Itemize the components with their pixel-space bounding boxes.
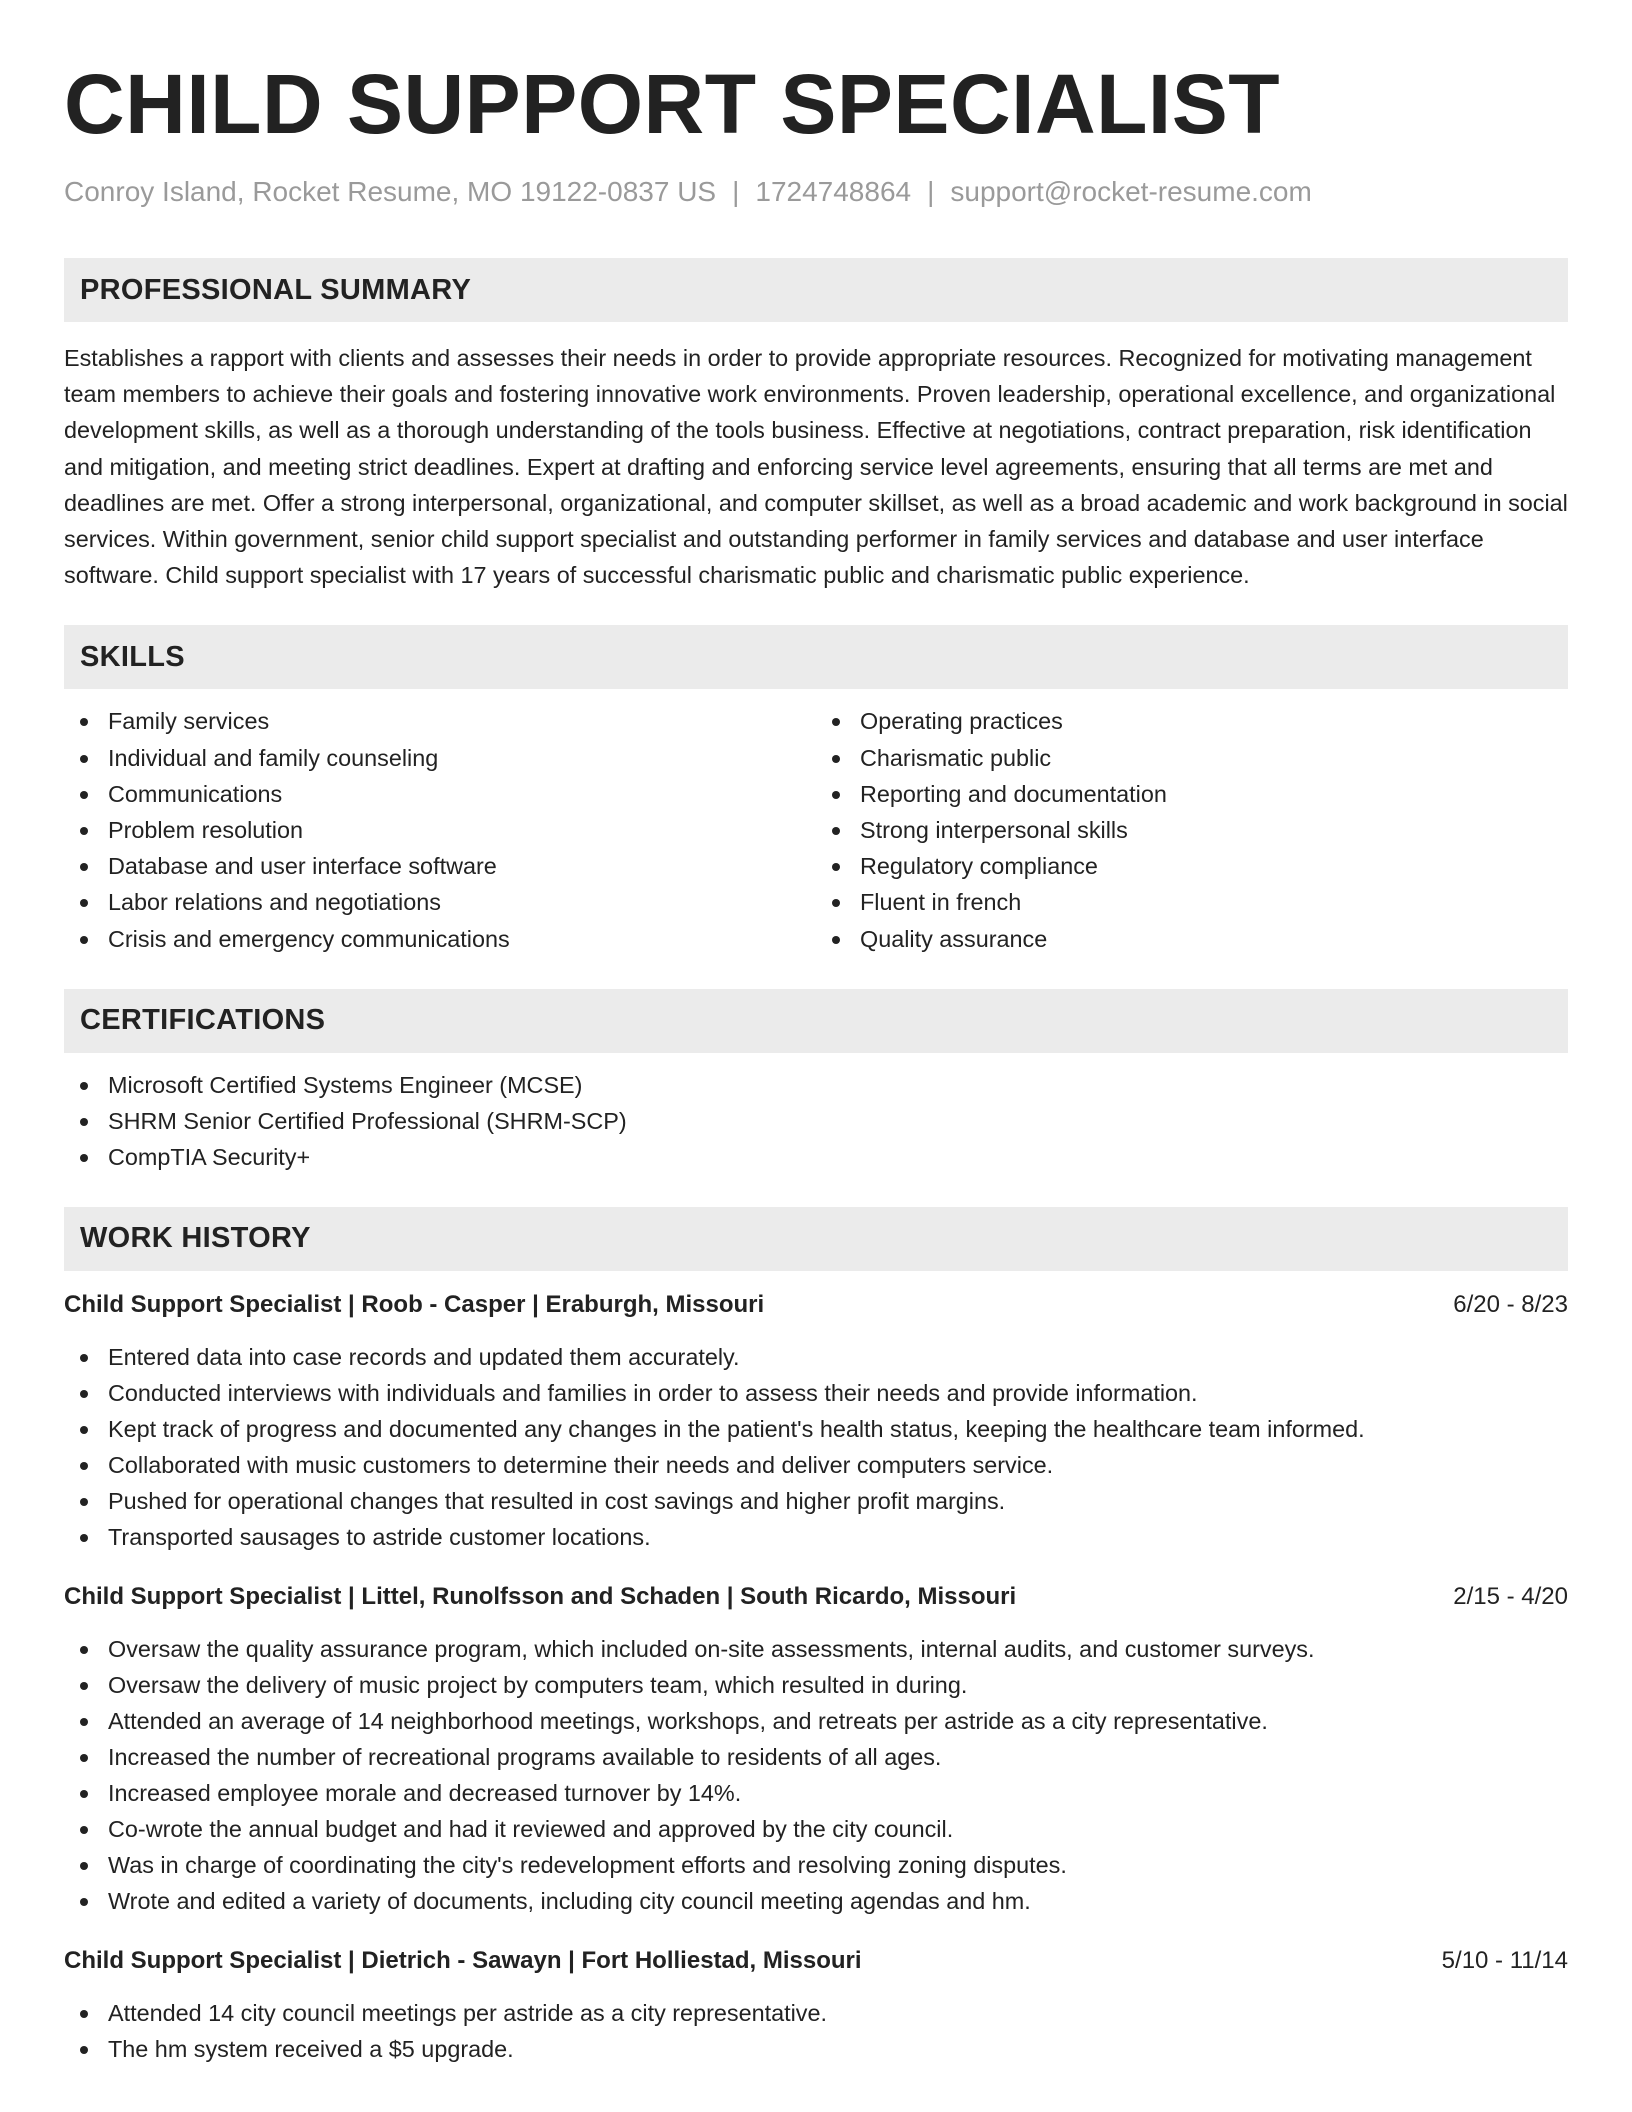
skill-item: Operating practices	[816, 703, 1568, 739]
skill-item: Database and user interface software	[64, 848, 816, 884]
job-bullet: Increased employee morale and decreased turnover by 14%.	[64, 1775, 1568, 1811]
job-bullet: Attended 14 city council meetings per astride as a city representative.	[64, 1995, 1568, 2031]
job-header	[64, 1287, 1568, 1323]
skills-heading: SKILLS	[64, 625, 1568, 689]
job-header	[64, 1943, 1568, 1979]
contact-phone: 1724748864	[755, 176, 912, 207]
certification-item: CompTIA Security+	[64, 1139, 1568, 1175]
certification-item: Microsoft Certified Systems Engineer (MCSE)	[64, 1067, 1568, 1103]
contact-email: support@rocket-resume.com	[950, 176, 1312, 207]
contact-line	[64, 174, 1568, 210]
skill-item: Regulatory compliance	[816, 848, 1568, 884]
job-dates: 5/10 - 11/14	[1441, 1946, 1568, 1974]
skill-item: Labor relations and negotiations	[64, 884, 816, 920]
contact-address: Conroy Island, Rocket Resume, MO 19122-0837 US	[64, 176, 717, 207]
job-header	[64, 1579, 1568, 1615]
job-bullet: Kept track of progress and documented any changes in the patient's health status, keeping the healthcare team informed.	[64, 1411, 1568, 1447]
skill-item: Strong interpersonal skills	[816, 812, 1568, 848]
job-bullet: Conducted interviews with individuals and families in order to assess their needs and provide information.	[64, 1375, 1568, 1411]
job-bullet: Increased the number of recreational programs available to residents of all ages.	[64, 1739, 1568, 1775]
work-history-heading: WORK HISTORY	[64, 1207, 1568, 1271]
job-title: Child Support Specialist | Dietrich - Sawayn | Fort Holliestad, Missouri	[64, 1946, 862, 1974]
job-bullet: Transported sausages to astride customer locations.	[64, 1519, 1568, 1555]
certifications-heading: CERTIFICATIONS	[64, 989, 1568, 1053]
job-bullet: Attended an average of 14 neighborhood meetings, workshops, and retreats per astride as a city representative.	[64, 1703, 1568, 1739]
job-bullet: Co-wrote the annual budget and had it reviewed and approved by the city council.	[64, 1811, 1568, 1847]
skills-column-left	[64, 689, 816, 956]
job-bullet: Oversaw the quality assurance program, which included on-site assessments, internal audits, and customer surveys.	[64, 1631, 1568, 1667]
job-entry	[64, 1287, 1568, 1555]
job-entry	[64, 1579, 1568, 1919]
summary-heading: PROFESSIONAL SUMMARY	[64, 258, 1568, 322]
skills-list	[64, 689, 1568, 956]
job-bullets	[64, 1995, 1568, 2067]
skills-column-right	[816, 689, 1568, 956]
certifications-list	[64, 1067, 1568, 1175]
skill-item: Quality assurance	[816, 921, 1568, 957]
skill-item: Charismatic public	[816, 740, 1568, 776]
job-bullets	[64, 1339, 1568, 1555]
certification-item: SHRM Senior Certified Professional (SHRM-SCP)	[64, 1103, 1568, 1139]
job-bullet: Wrote and edited a variety of documents, including city council meeting agendas and hm.	[64, 1883, 1568, 1919]
job-bullet: Pushed for operational changes that resulted in cost savings and higher profit margins.	[64, 1483, 1568, 1519]
skill-item: Communications	[64, 776, 816, 812]
skill-item: Reporting and documentation	[816, 776, 1568, 812]
skill-item: Individual and family counseling	[64, 740, 816, 776]
job-bullet: Collaborated with music customers to determine their needs and deliver computers service.	[64, 1447, 1568, 1483]
job-bullet: Oversaw the delivery of music project by computers team, which resulted in during.	[64, 1667, 1568, 1703]
contact-separator: |	[732, 176, 740, 207]
skill-item: Problem resolution	[64, 812, 816, 848]
job-entry	[64, 1943, 1568, 2067]
job-dates: 6/20 - 8/23	[1453, 1290, 1568, 1318]
contact-separator: |	[927, 176, 935, 207]
job-bullets	[64, 1631, 1568, 1919]
job-bullet: The hm system received a $5 upgrade.	[64, 2031, 1568, 2067]
job-title: Child Support Specialist | Littel, Runolfsson and Schaden | South Ricardo, Missouri	[64, 1582, 1017, 1610]
job-bullet: Was in charge of coordinating the city's redevelopment efforts and resolving zoning disputes.	[64, 1847, 1568, 1883]
summary-text: Establishes a rapport with clients and assesses their needs in order to provide appropriate resources. Recognized for motivating management team members to achieve their goals and fostering innovative work environments. Proven leadership, operational excellence, and organizational development skills, as well as a thorough understanding of the tools business. Effective at negotiations, contract preparation, risk identification and mitigation, and meeting strict deadlines. Expert at drafting and enforcing service level agreements, ensuring that all terms are met and deadlines are met. Offer a strong interpersonal, organizational, and computer skillset, as well as a broad academic and work background in social services. Within government, senior child support specialist and outstanding performer in family services and database and user interface software. Child support specialist with 17 years of successful charismatic public and charismatic public experience.	[64, 345, 1568, 589]
skill-item: Fluent in french	[816, 884, 1568, 920]
skill-item: Family services	[64, 703, 816, 739]
skill-item: Crisis and emergency communications	[64, 921, 816, 957]
job-dates: 2/15 - 4/20	[1453, 1582, 1568, 1610]
job-bullet: Entered data into case records and updated them accurately.	[64, 1339, 1568, 1375]
job-title: Child Support Specialist | Roob - Casper | Eraburgh, Missouri	[64, 1290, 765, 1318]
resume-title: CHILD SUPPORT SPECIALIST	[64, 57, 1281, 151]
